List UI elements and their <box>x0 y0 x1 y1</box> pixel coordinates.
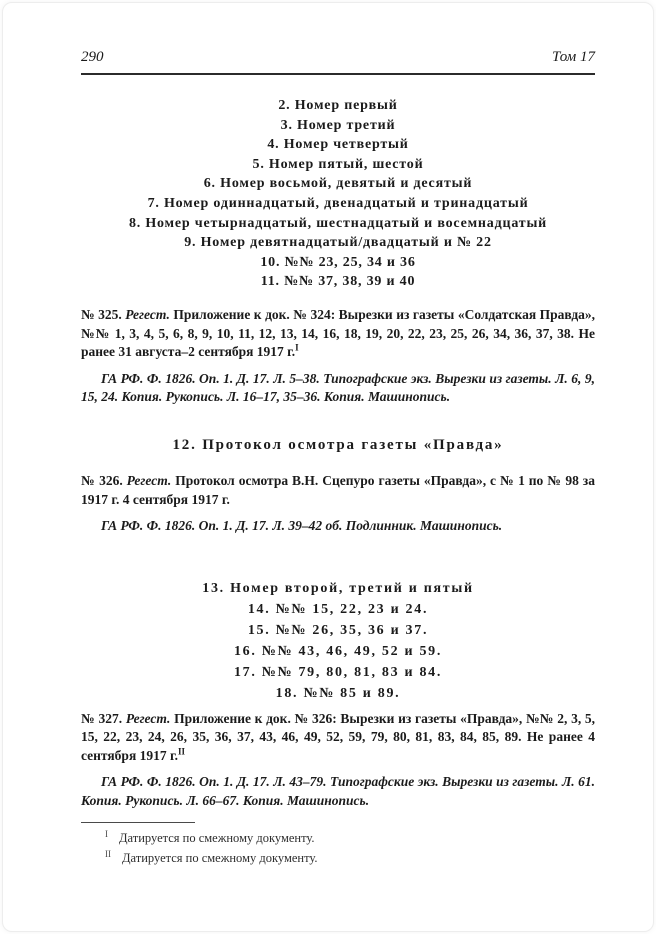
section-heading-12: 12. Протокол осмотра газеты «Правда» <box>172 436 504 453</box>
archive-reference-326: ГА РФ. Ф. 1826. Оп. 1. Д. 17. Л. 39–42 об. Подлинник. Машинопись. <box>101 518 503 534</box>
issue-list-item: 15. №№ 26, 35, 36 и 37. <box>247 622 429 638</box>
issue-list-2 <box>81 578 595 704</box>
issue-list-item: 13. Номер второй, третий и пятый <box>202 580 474 596</box>
archive-reference-327: ГА РФ. Ф. 1826. Оп. 1. Д. 17. Л. 43–79. Типографские экз. Вырезки из газеты. Л. 61. Копия. Рукопись. Л. 66–67. Копия. Машинопись. <box>81 774 595 809</box>
entry-number: № 326. <box>81 472 123 488</box>
footnote-1 <box>81 828 595 848</box>
running-header <box>81 3 595 66</box>
page-content <box>3 3 653 868</box>
issue-list-item: 11. №№ 37, 38, 39 и 40 <box>260 274 416 290</box>
issue-list-item: 5. Номер пятый, шестой <box>252 156 424 172</box>
footnote-ref-2: II <box>177 746 185 757</box>
header-rule <box>81 73 595 75</box>
entry-327-paragraph <box>81 710 595 766</box>
page-number: 290 <box>81 49 104 65</box>
issue-list-item: 3. Номер третий <box>280 117 396 133</box>
entry-325-paragraph <box>81 306 595 362</box>
archive-reference-325: ГА РФ. Ф. 1826. Оп. 1. Д. 17. Л. 5–38. Типографские экз. Вырезки из газеты. Л. 6, 9, 15, 24. Копия. Рукопись. Л. 16–17, 35–36. Копия. Машинопись. <box>81 370 595 405</box>
footnote-text: Датируется по смежному документу. <box>119 830 315 845</box>
volume-label: Том 17 <box>551 49 595 65</box>
issue-list-item: 17. №№ 79, 80, 81, 83 и 84. <box>233 664 443 680</box>
issue-list-item: 6. Номер восьмой, девятый и десятый <box>203 176 473 192</box>
footnote-block <box>81 822 595 868</box>
entry-number: № 327. <box>81 710 123 726</box>
entry-text: Протокол осмотра В.Н. Сцепуро газеты «Правда», с № 1 по № 98 за 1917 г. 4 сентября 1917 г. <box>81 472 595 507</box>
entry-number: № 325. <box>81 306 122 322</box>
issue-list-item: 16. №№ 43, 46, 49, 52 и 59. <box>233 643 443 659</box>
issue-list-item: 7. Номер одиннадцатый, двенадцатый и тринадцатый <box>147 195 529 211</box>
issue-list-item: 4. Номер четвертый <box>267 137 409 153</box>
issue-list-item: 14. №№ 15, 22, 23 и 24. <box>247 601 429 617</box>
issue-list-item: 9. Номер девятнадцатый/двадцатый и № 22 <box>184 235 492 251</box>
regest-label: Регест. <box>125 306 170 322</box>
footnote-marker: II <box>105 848 111 859</box>
footnote-ref-1: I <box>295 342 299 353</box>
entry-326-paragraph <box>81 472 595 509</box>
entry-text: Приложение к док. № 326: Вырезки из газеты «Правда», №№ 2, 3, 5, 15, 22, 23, 24, 26, 35, 36, 37, 43, 46, 49, 52, 59, 79, 80, 81, 83, 84, 85, 89. Не ранее 4 сентября 1917 г. <box>81 710 596 763</box>
regest-label: Регест. <box>125 710 171 726</box>
regest-label: Регест. <box>126 472 172 488</box>
scanned-page <box>2 2 654 932</box>
issue-list-1 <box>81 96 595 292</box>
issue-list-item: 2. Номер первый <box>278 98 398 113</box>
entry-text: Приложение к док. № 324: Вырезки из газеты «Солдатская Правда», №№ 1, 3, 4, 5, 6, 8, 9, 10, 11, 12, 13, 14, 16, 18, 19, 20, 22, 23, 25, 26, 34, 36, 37, 38. Не ранее 31 августа–2 сентября 1917 г. <box>81 306 596 360</box>
footnote-text: Датируется по смежному документу. <box>122 850 318 865</box>
footnote-marker: I <box>105 828 108 839</box>
footnote-separator <box>81 822 195 823</box>
footnote-2 <box>81 848 595 868</box>
issue-list-item: 8. Номер четырнадцатый, шестнадцатый и восемнадцатый <box>128 215 548 231</box>
issue-list-item: 10. №№ 23, 25, 34 и 36 <box>260 254 416 270</box>
issue-list-item: 18. №№ 85 и 89. <box>275 685 401 701</box>
